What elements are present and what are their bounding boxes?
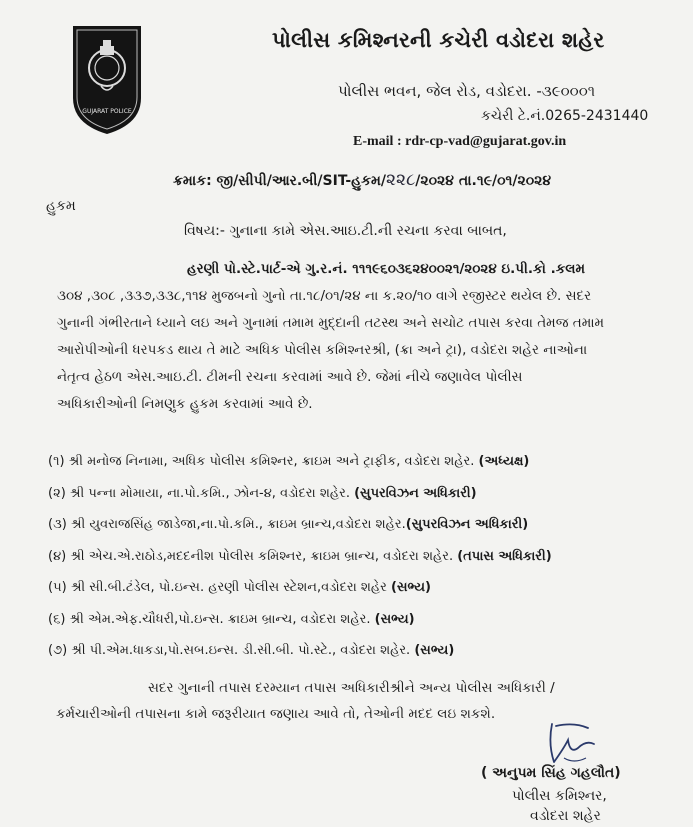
list-item: (૨) શ્રી પન્ના મોમાયા, ના.પો.કમિ., ઝોન-૪, વડોદરા શહેર. (સુપરવિઝન અધિકારી) bbox=[48, 485, 477, 501]
office-phone: કચેરી ટે.નં.0265-2431440 bbox=[481, 108, 649, 124]
reference-prefix: ક્રમાક: જી/સીપી/આર.બી/SIT-હુકમ/ bbox=[173, 173, 386, 189]
closing-line: કર્મચારીઓની તપાસના કામે જરૂરીયાત જણાય આવે તો, તેઓની મદદ લઇ શકશે. bbox=[56, 706, 496, 722]
member-role: (તપાસ અધિકારી) bbox=[457, 548, 552, 564]
body-line: ગુનાની ગંભીરતાને ધ્યાને લઇ અને ગુનામાં તમામ મુદ્દાની તટસ્થ અને સચોટ તપાસ કરવા તેમજ તમામ bbox=[57, 315, 605, 331]
reference-date: /૨૦૨૪ તા.૧૯/૦૧/૨૦૨૪ bbox=[415, 173, 552, 189]
body-line: નેતૃત્વ હેઠળ એસ.આઇ.ટી. ટીમની રચના કરવામાં આવે છે. જેમાં નીચે જણાવેલ પોલીસ bbox=[57, 369, 523, 385]
member-role: (અધ્યક્ષ) bbox=[478, 454, 530, 469]
closing-line: સદર ગુનાની તપાસ દરમ્યાન તપાસ અધિકારીશ્રીને અન્ય પોલીસ અધિકારી / bbox=[148, 680, 555, 696]
member-role: (સુપરવિઝન અધિકારી) bbox=[354, 485, 477, 501]
member-role: (સુપરવિઝન અધિકારી) bbox=[405, 517, 529, 532]
reference-line bbox=[173, 170, 551, 190]
signatory-name: ( અનુપમ સિંહ ગહલૌત) bbox=[481, 765, 621, 781]
gujarat-police-emblem bbox=[67, 20, 147, 138]
list-item: (૭) શ્રી પી.એમ.ધાકડા,પો.સબ.ઇન્સ. ડી.સી.બી. પો.સ્ટે., વડોદરા શહેર. (સભ્ય) bbox=[48, 643, 455, 658]
signatory-title: પોલીસ કમિશ્નર, bbox=[512, 788, 607, 804]
body-line: આરોપીઓની ધરપકડ થાય તે માટે અધિક પોલીસ કમિશ્નરશ્રી, (ક્રા અને ટ્રા), વડોદરા શહેર નાઓના bbox=[57, 342, 588, 358]
list-item: (૩) શ્રી યુવરાજસિંહ જાડેજા,ના.પો.કમિ., ક્રાઇમ બ્રાન્ચ,વડોદરા શહેર.(સુપરવિઝન અધિકારી) bbox=[48, 517, 529, 532]
body-line: હરણી પો.સ્ટે.પાર્ટ-એ ગુ.ર.નં. ૧૧૧૯૬૦૩૬૨૪૦૦૨૧/૨૦૨૪ ઇ.પી.કો .કલમ bbox=[187, 261, 585, 277]
subject-line: વિષય:- ગુનાના કામે એસ.આઇ.ટી.ની રચના કરવા બાબત, bbox=[184, 223, 507, 239]
member-list bbox=[48, 452, 668, 673]
body-line: ૩૦૪ ,૩૦૮ ,૩૩૭,૩૩૮,૧૧૪ મુજબનો ગુનો તા.૧૮/૦૧/૨૪ ના ક.૨૦/૧૦ વાગે રજીસ્ટર થયેલ છે. સદર bbox=[57, 288, 592, 304]
closing-paragraph bbox=[56, 675, 555, 727]
emblem-label: GUJARAT POLICE bbox=[82, 108, 132, 115]
member-role: (સભ્ય) bbox=[374, 611, 415, 627]
list-item: (૪) શ્રી એચ.એ.રાઠોડ,મદદનીશ પોલીસ કમિશ્નર, ક્રાઇમ બ્રાન્ચ, વડોદરા શહેર. (તપાસ અધિકારી) bbox=[48, 548, 552, 564]
office-email: E-mail : rdr-cp-vad@gujarat.gov.in bbox=[353, 134, 567, 149]
reference-number: ૨૨૮ bbox=[385, 170, 416, 190]
body-line: અધિકારીઓની નિમણુક હુકમ કરવામાં આવે છે. bbox=[57, 396, 313, 412]
order-heading: હુકમ bbox=[46, 198, 76, 214]
member-role: (સભ્ય) bbox=[391, 580, 431, 595]
list-item: (૫) શ્રી સી.બી.ટંડેલ, પો.ઇન્સ. હરણી પોલીસ સ્ટેશન,વડોદરા શહેર (સભ્ય) bbox=[48, 580, 431, 595]
body-paragraph bbox=[57, 256, 647, 418]
list-item: (૧) શ્રી મનોજ નિનામા, અધિક પોલીસ કમિશ્નર, ક્રાઇમ અને ટ્રાફીક, વડોદરા શહેર. (અધ્યક્ષ) bbox=[48, 454, 530, 469]
member-role: (સભ્ય) bbox=[414, 643, 455, 658]
list-item: (૬) શ્રી એમ.એફ.ચૌધરી,પો.ઇન્સ. ક્રાઇમ બ્રાન્ચ, વડોદરા શહેર. (સભ્ય) bbox=[48, 611, 415, 627]
office-address: પોલીસ ભવન, જેલ રોડ, વડોદરા. -૩૯૦૦૦૧ bbox=[338, 82, 596, 100]
office-title: પોલીસ કમિશ્નરની કચેરી વડોદરા શહેર bbox=[272, 28, 605, 52]
signatory-city: વડોદરા શહેર bbox=[530, 808, 601, 824]
